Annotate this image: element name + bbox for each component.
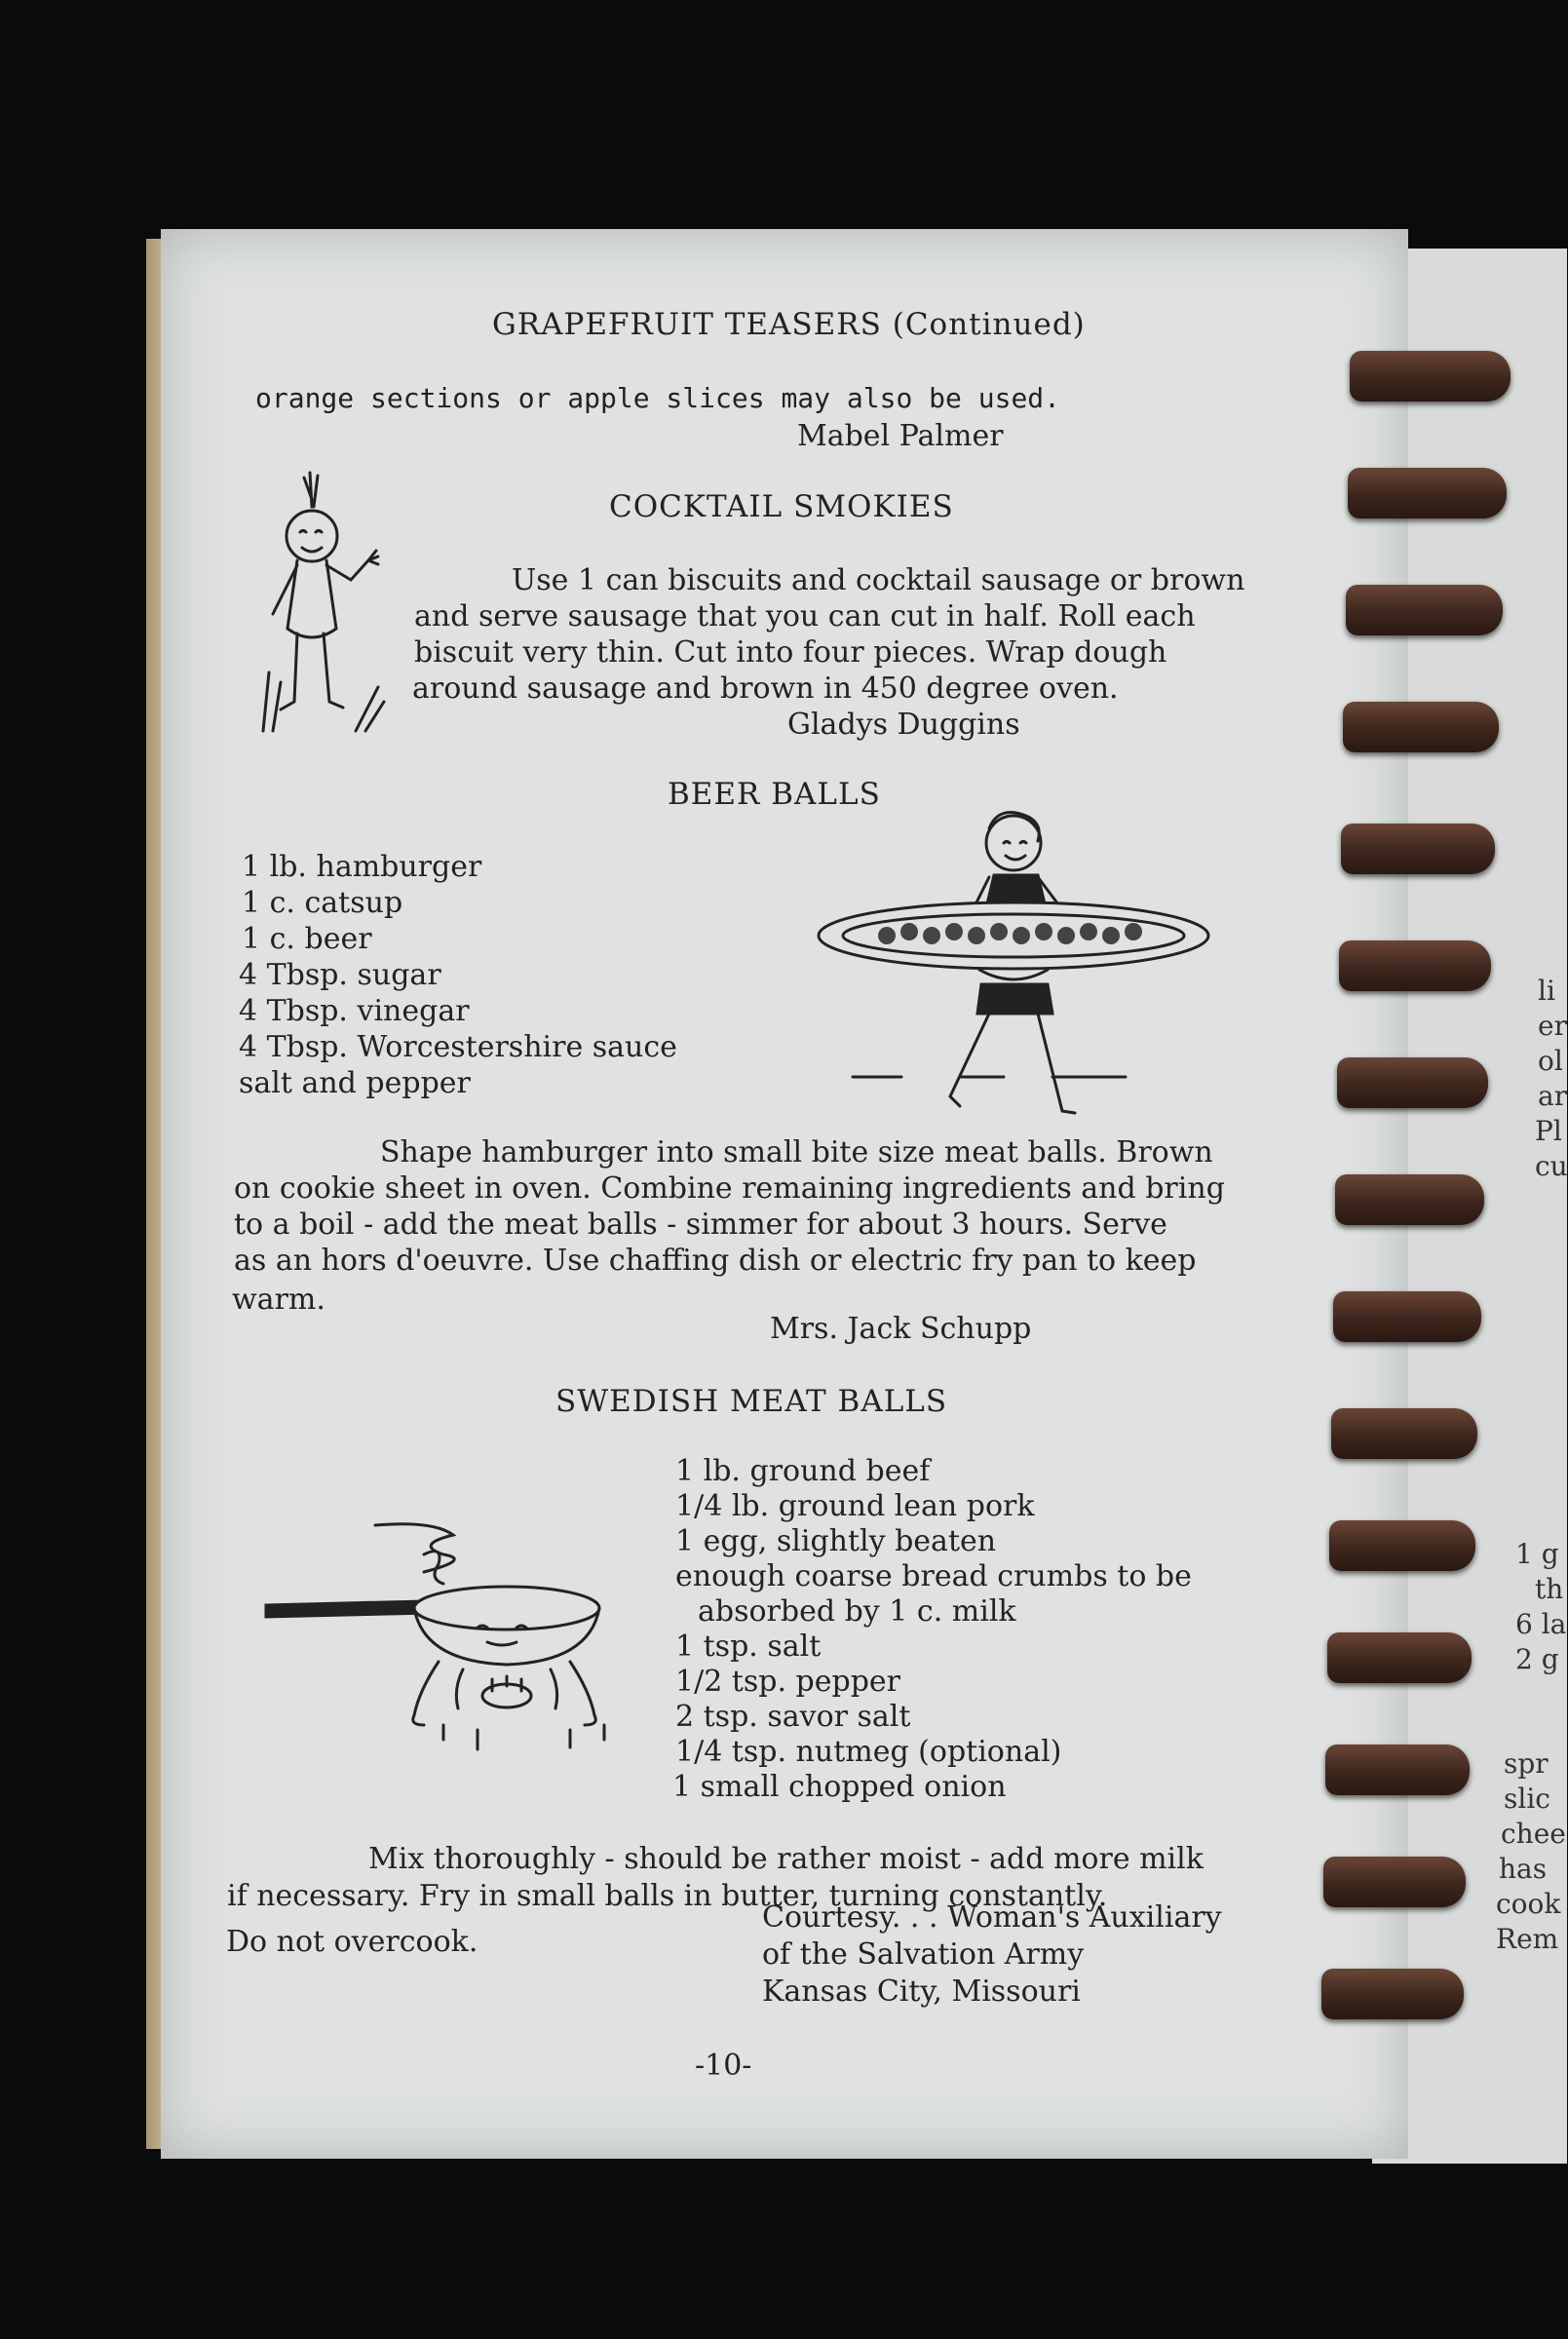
coil [1343, 702, 1499, 752]
smokies-line: biscuit very thin. Cut into four pieces. Wrap dough [414, 635, 1167, 670]
ingredient: 4 Tbsp. Worcestershire sauce [239, 1030, 677, 1064]
coil [1346, 585, 1503, 635]
ingredient: 1 small chopped onion [672, 1770, 1007, 1804]
ingredient: 1/2 tsp. pepper [675, 1665, 901, 1699]
grapefruit-title: GRAPEFRUIT TEASERS (Continued) [492, 307, 1086, 342]
courtesy-line: of the Salvation Army [762, 1937, 1085, 1972]
coil [1333, 1291, 1481, 1342]
courtesy-line: Courtesy. . . Woman's Auxiliary [762, 1900, 1222, 1935]
coil [1335, 1174, 1484, 1225]
coil [1329, 1520, 1475, 1571]
beer-direction: warm. [232, 1283, 325, 1317]
fragment: 6 la [1515, 1608, 1567, 1640]
fragment: chee [1501, 1818, 1566, 1850]
smokies-line: and serve sausage that you can cut in half. Roll each [414, 599, 1196, 633]
smokies-line: Use 1 can biscuits and cocktail sausage or brown [512, 563, 1245, 597]
fragment: cu [1535, 1150, 1568, 1182]
courtesy-line: Kansas City, Missouri [762, 1975, 1081, 2009]
ingredient: 1/4 tsp. nutmeg (optional) [675, 1735, 1062, 1769]
child-drawing-icon [253, 468, 390, 736]
waitress-tray-icon [814, 799, 1223, 1121]
ingredient: 2 tsp. savor salt [675, 1700, 911, 1734]
smokies-line: around sausage and brown in 450 degree oven. [412, 671, 1119, 706]
fragment: ar [1538, 1080, 1568, 1112]
fragment: 2 g [1515, 1643, 1559, 1675]
frying-pan-icon [258, 1515, 643, 1769]
fragment: 1 g [1515, 1538, 1559, 1570]
swedish-direction: Mix thoroughly - should be rather moist - add more milk [368, 1842, 1204, 1876]
coil [1337, 1057, 1488, 1108]
page-number: -10- [695, 2049, 752, 2083]
fragment: spr [1504, 1747, 1549, 1780]
coil [1325, 1745, 1470, 1795]
coil [1327, 1632, 1472, 1683]
smokies-title: COCKTAIL SMOKIES [609, 489, 954, 524]
fragment: cook [1496, 1888, 1561, 1920]
ingredient: enough coarse bread crumbs to be [675, 1559, 1192, 1593]
beer-balls-title: BEER BALLS [668, 777, 881, 812]
coil [1341, 824, 1495, 874]
beer-author: Mrs. Jack Schupp [770, 1312, 1032, 1346]
beer-direction: to a boil - add the meat balls - simmer for about 3 hours. Serve [234, 1208, 1167, 1242]
coil [1350, 351, 1511, 402]
coil [1348, 468, 1507, 518]
fragment: has [1499, 1853, 1548, 1885]
ingredient: 1 c. catsup [242, 886, 403, 920]
ingredient: 1 c. beer [242, 922, 372, 956]
beer-direction: as an hors d'oeuvre. Use chaffing dish or electric fry pan to keep [234, 1244, 1197, 1278]
fragment: Rem [1496, 1923, 1559, 1955]
coil [1323, 1857, 1466, 1907]
smokies-author: Gladys Duggins [787, 708, 1020, 742]
ingredient: 1 lb. hamburger [242, 850, 482, 884]
fragment: er [1538, 1010, 1567, 1042]
fragment: th [1535, 1573, 1564, 1605]
coil [1331, 1408, 1477, 1459]
fragment: slic [1504, 1783, 1550, 1815]
ingredient: salt and pepper [239, 1066, 471, 1100]
grapefruit-line: orange sections or apple slices may also be used. [255, 382, 1061, 414]
swedish-title: SWEDISH MEAT BALLS [555, 1384, 948, 1419]
coil [1321, 1969, 1464, 2019]
ingredient: 1/4 lb. ground lean pork [675, 1489, 1035, 1523]
swedish-direction: Do not overcook. [226, 1925, 478, 1959]
beer-direction: on cookie sheet in oven. Combine remaining ingredients and bring [234, 1171, 1225, 1206]
ingredient: 1 lb. ground beef [675, 1454, 931, 1488]
ingredient: 1 egg, slightly beaten [675, 1524, 997, 1558]
fragment: Pl [1535, 1115, 1562, 1147]
beer-direction: Shape hamburger into small bite size meat balls. Brown [380, 1135, 1213, 1170]
swedish-direction: if necessary. Fry in small balls in butter, turning constantly. [227, 1879, 1108, 1913]
coil [1339, 940, 1491, 991]
fragment: ol [1538, 1045, 1563, 1077]
ingredient: 4 Tbsp. sugar [239, 958, 441, 992]
ingredient: 4 Tbsp. vinegar [239, 994, 470, 1028]
ingredient: 1 tsp. salt [675, 1630, 822, 1664]
ingredient: absorbed by 1 c. milk [698, 1594, 1016, 1629]
grapefruit-author: Mabel Palmer [797, 419, 1004, 453]
fragment: li [1538, 975, 1555, 1007]
